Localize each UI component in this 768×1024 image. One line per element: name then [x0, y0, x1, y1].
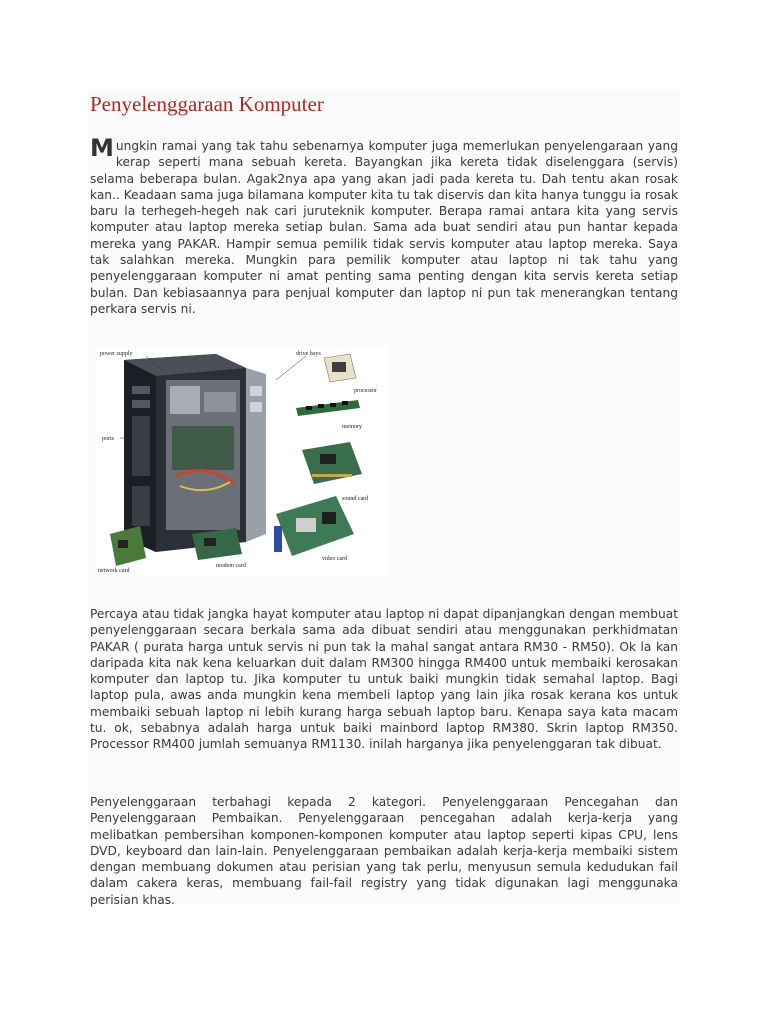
body-paragraph-2: Percaya atau tidak jangka hayat komputer atau laptop ni dapat dipanjangkan dengan membuat penyelenggaraan secara berkala sama ada dibuat sendiri atau menggunakan perkhidmatan PAKAR ( purata harga untuk servis ni pun tak la mahal sangat antara RM30 - RM50). Ok la kan daripada kita nak kena keluarkan duit dalam RM300 hingga RM400 untuk membaiki kerosakan komputer dan laptop tu. Jika komputer tu untuk baiki mungkin tidak semahal laptop. Bagi laptop pula, awas anda mungkin kena membeli laptop yang lain jika rosak kerana kos untuk membaiki sebuah laptop ni lebih kurang harga sebuah laptop baru. Kenapa saya kata macam tu. ok, sebabnya adalah harga untuk baiki mainbord laptop RM380. Skrin laptop RM350. Processor RM400 jumlah semuanya RM1130. inilah harganya jika penyelenggaran tak dibuat. [90, 607, 678, 752]
processor-chip [324, 354, 356, 382]
body-paragraph-3: Penyelenggaraan terbahagi kepada 2 kategori. Penyelenggaraan Pencegahan dan Penyelenggaraan Pembaikan. Penyelenggaraan pencegahan adalah kerja-kerja yang melibatkan pembersihan komponen-komponen komputer atau laptop seperti kipas CPU, lens DVD, keyboard dan lain-lain. Penyelenggaraan pembaikan adalah kerja-kerja membaiki sistem dengan membuang dokumen atau perisian yang tak perlu, menyusun semula kedudukan fail dalam cakera keras, membuang fail-fail registry yang tidak digunakan lagi menggunaka perisian khas. [90, 795, 678, 907]
label-drive-bays: drive bays [296, 351, 321, 357]
label-power-supply: power supply [100, 351, 133, 357]
computer-components-image [96, 346, 388, 576]
label-memory: memory [342, 424, 362, 430]
label-ports: ports [102, 436, 114, 442]
video-card [274, 496, 354, 556]
sound-card [302, 442, 362, 484]
label-sound-card: sound card [342, 496, 369, 502]
label-processor: processor [354, 388, 377, 394]
label-modem-card: modem card [216, 563, 246, 569]
intro-paragraph [90, 134, 678, 317]
memory-module [296, 400, 360, 416]
label-network-card: network card [98, 568, 130, 574]
page-title: Penyelenggaraan Komputer [90, 92, 324, 116]
intro-paragraph-text: ungkin ramai yang tak tahu sebenarnya komputer juga memerlukan penyelengaraan yang kerap seperti mana sebuah kereta. Bayangkan jika kereta tidak diselenggara (servis) selama beberapa bulan. Agak2nya apa yang akan jadi pada kereta tu. Dah tentu akan rosak kan.. Keadaan sama juga bilamana komputer kita tu tak diservis dan kita hanya tunggu ia rosak baru la terhegeh-hegeh nak cari juruteknik komputer. Berapa ramai antara kita yang servis komputer atau laptop mereka setiap bulan. Sama ada buat sendiri atau pun hantar kepada mereka yang PAKAR. Hampir semua pemilik tidak servis komputer atau laptop mereka. Saya tak salahkan mereka. Mungkin para pemilik komputer atau laptop ni tak tahu yang penyelenggaraan komputer ni amat penting sama penting dengan kita servis kereta setiap bulan. Dan kebiasaannya para penjual komputer dan laptop ni pun tak menerangkan tentang perkara servis ni. [90, 139, 678, 316]
computer-tower-illustration [124, 354, 266, 552]
network-card [110, 526, 146, 566]
drop-cap: M [90, 134, 114, 162]
label-video-card: video card [322, 556, 348, 562]
